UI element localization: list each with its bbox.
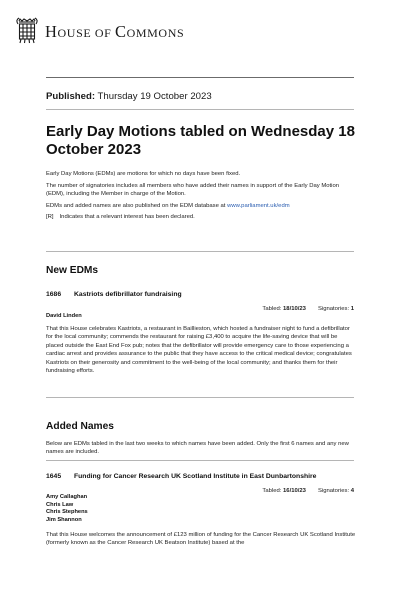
signatory-name: Jim Shannon bbox=[46, 516, 82, 523]
portcullis-logo-icon bbox=[16, 17, 38, 47]
signatory-name: Chris Stephens bbox=[46, 509, 88, 516]
edm-motion-text: That this House welcomes the announcement of £123 million of funding for the Cancer Research UK Scotland Institute (formerly known as the Cancer Research UK Beatson Institute) based at the bbox=[46, 532, 356, 547]
divider bbox=[46, 397, 354, 398]
divider bbox=[46, 251, 354, 252]
added-names-heading: Added Names bbox=[46, 421, 114, 432]
page-header bbox=[16, 14, 184, 50]
org-name: HOUSE OF COMMONS bbox=[45, 22, 185, 41]
divider bbox=[46, 109, 354, 110]
page-title: Early Day Motions tabled on Wednesday 18 October 2023 bbox=[46, 123, 355, 158]
signatory-name: Chris Law bbox=[46, 501, 74, 508]
published-line bbox=[46, 91, 212, 102]
edm-title[interactable]: Kastriots defibrillator fundraising bbox=[74, 291, 182, 298]
edm-meta: Tabled: 18/10/23 Signatories: 1 bbox=[262, 306, 354, 312]
relevant-interest-key: [R] Indicates that a relevant interest has been declared. bbox=[46, 214, 195, 221]
edm-motion-text: That this House celebrates Kastriots, a restaurant in Baillieston, which hosted a fundraiser night to fund a defibrillator for the local community; commends the restaurant for raising £3,400 to acquire the life-saving device that will be placed outside the East End Fox pub; notes that the defibrillator will provide emergency care to those experiencing a cardiac arrest and provides assurance to the public that they have access to the critical medical device; congratulates Kastriots on their generosity and commitment to the well-being of the local community; and thanks them for their fundraising efforts. bbox=[46, 326, 352, 375]
edm-signatory-names bbox=[46, 494, 88, 524]
edm-title-row bbox=[46, 473, 356, 480]
signatory-name: Amy Callaghan bbox=[46, 494, 88, 500]
intro-paragraph: Early Day Motions (EDMs) are motions for which no days have been fixed. bbox=[46, 171, 241, 177]
edm-number: 1686 bbox=[46, 291, 62, 298]
intro-paragraph: EDMs and added names are also published on the EDM database at www.parliament.uk/edm bbox=[46, 202, 290, 209]
signatory-name: David Linden bbox=[46, 313, 82, 319]
edm-meta: Tabled: 16/10/23 Signatories: 4 bbox=[262, 488, 354, 494]
divider bbox=[46, 77, 354, 78]
published-date: Thursday 19 October 2023 bbox=[97, 91, 212, 102]
intro-block bbox=[46, 170, 356, 225]
edm-title[interactable]: Funding for Cancer Research UK Scotland Institute in East Dunbartonshire bbox=[74, 473, 317, 480]
added-names-intro: Below are EDMs tabled in the last two weeks to which names have been added. Only the first 6 names and any new names are included. bbox=[46, 441, 349, 456]
edm-number: 1645 bbox=[46, 473, 62, 480]
published-label: Published: bbox=[46, 91, 96, 102]
edm-title-row bbox=[46, 291, 356, 298]
edm-signatory-names bbox=[46, 313, 82, 321]
edm-database-link[interactable]: www.parliament.uk/edm bbox=[227, 202, 290, 209]
divider bbox=[46, 460, 354, 461]
intro-paragraph: The number of signatories includes all members who have added their names in support of the Early Day Motion (EDM), including the Member in charge of the Motion. bbox=[46, 182, 340, 198]
new-edms-heading: New EDMs bbox=[46, 265, 99, 276]
